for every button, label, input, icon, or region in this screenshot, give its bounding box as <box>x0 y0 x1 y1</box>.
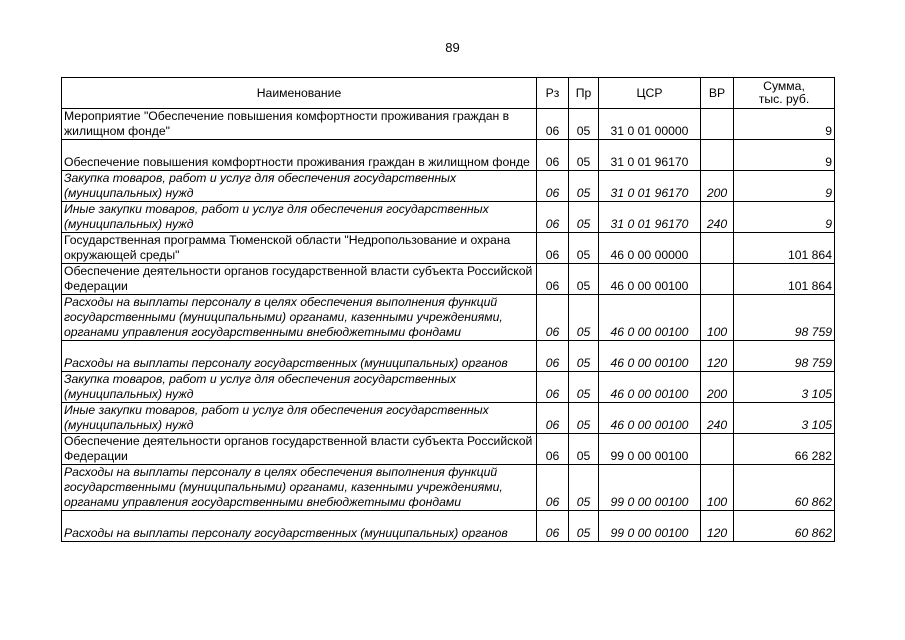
row-rz: 06 <box>537 202 569 233</box>
row-vr: 240 <box>701 403 734 434</box>
row-vr: 200 <box>701 372 734 403</box>
row-name: Обеспечение деятельности органов государственной власти субъекта Российской Федерации <box>62 264 537 295</box>
row-name: Государственная программа Тюменской области "Недропользование и охрана окружающей среды" <box>62 233 537 264</box>
row-csr: 46 0 00 00100 <box>599 295 701 341</box>
row-sum: 98 759 <box>734 295 835 341</box>
row-pr: 05 <box>569 233 599 264</box>
row-pr: 05 <box>569 341 599 372</box>
row-rz: 06 <box>537 233 569 264</box>
row-name: Закупка товаров, работ и услуг для обеспечения государственных (муниципальных) нужд <box>62 372 537 403</box>
table-body <box>62 109 835 542</box>
row-csr: 46 0 00 00000 <box>599 233 701 264</box>
row-rz: 06 <box>537 511 569 542</box>
row-vr: 120 <box>701 511 734 542</box>
row-csr: 31 0 01 96170 <box>599 202 701 233</box>
row-rz: 06 <box>537 264 569 295</box>
row-name: Закупка товаров, работ и услуг для обеспечения государственных (муниципальных) нужд <box>62 171 537 202</box>
row-rz: 06 <box>537 140 569 171</box>
row-vr <box>701 233 734 264</box>
row-name: Расходы на выплаты персоналу государственных (муниципальных) органов <box>62 511 537 542</box>
table-row <box>62 372 835 403</box>
row-csr: 46 0 00 00100 <box>599 372 701 403</box>
row-csr: 31 0 01 00000 <box>599 109 701 140</box>
row-csr: 46 0 00 00100 <box>599 403 701 434</box>
table-row <box>62 109 835 140</box>
row-vr: 100 <box>701 465 734 511</box>
row-sum: 60 862 <box>734 511 835 542</box>
row-csr: 31 0 01 96170 <box>599 140 701 171</box>
row-sum: 9 <box>734 109 835 140</box>
table-row <box>62 202 835 233</box>
row-rz: 06 <box>537 372 569 403</box>
row-sum: 101 864 <box>734 233 835 264</box>
row-sum: 9 <box>734 171 835 202</box>
row-name: Обеспечение деятельности органов государственной власти субъекта Российской Федерации <box>62 434 537 465</box>
table-row <box>62 511 835 542</box>
column-header-pr: Пр <box>569 78 599 109</box>
table-row <box>62 295 835 341</box>
column-header-vr: ВР <box>701 78 734 109</box>
row-name: Расходы на выплаты персоналу в целях обеспечения выполнения функций государственными (муниципальными) органами, казенными учреждениями, органами управления государственными внебюджетными фондами <box>62 465 537 511</box>
row-name: Расходы на выплаты персоналу в целях обеспечения выполнения функций государственными (муниципальными) органами, казенными учреждениями, органами управления государственными внебюджетными фондами <box>62 295 537 341</box>
row-rz: 06 <box>537 434 569 465</box>
row-sum: 3 105 <box>734 403 835 434</box>
column-header-rz: Рз <box>537 78 569 109</box>
row-csr: 31 0 01 96170 <box>599 171 701 202</box>
column-header-csr: ЦСР <box>599 78 701 109</box>
row-pr: 05 <box>569 202 599 233</box>
table-header-row <box>62 78 835 109</box>
row-name: Обеспечение повышения комфортности проживания граждан в жилищном фонде <box>62 140 537 171</box>
row-sum: 60 862 <box>734 465 835 511</box>
row-vr: 200 <box>701 171 734 202</box>
row-vr: 120 <box>701 341 734 372</box>
row-name: Иные закупки товаров, работ и услуг для обеспечения государственных (муниципальных) нужд <box>62 202 537 233</box>
row-rz: 06 <box>537 403 569 434</box>
row-rz: 06 <box>537 341 569 372</box>
row-rz: 06 <box>537 465 569 511</box>
row-pr: 05 <box>569 434 599 465</box>
row-pr: 05 <box>569 403 599 434</box>
row-csr: 99 0 00 00100 <box>599 465 701 511</box>
budget-table <box>61 77 835 542</box>
row-pr: 05 <box>569 109 599 140</box>
column-header-sum <box>734 78 835 109</box>
row-sum: 101 864 <box>734 264 835 295</box>
row-pr: 05 <box>569 372 599 403</box>
row-pr: 05 <box>569 171 599 202</box>
row-csr: 99 0 00 00100 <box>599 434 701 465</box>
table-row <box>62 264 835 295</box>
row-vr <box>701 264 734 295</box>
row-csr: 99 0 00 00100 <box>599 511 701 542</box>
row-sum: 9 <box>734 140 835 171</box>
row-vr <box>701 140 734 171</box>
row-pr: 05 <box>569 465 599 511</box>
row-rz: 06 <box>537 109 569 140</box>
row-sum: 66 282 <box>734 434 835 465</box>
row-rz: 06 <box>537 295 569 341</box>
row-pr: 05 <box>569 295 599 341</box>
column-header-name: Наименование <box>62 78 537 109</box>
table-row <box>62 140 835 171</box>
row-sum: 3 105 <box>734 372 835 403</box>
column-header-sum-line2: тыс. руб. <box>758 92 810 106</box>
row-vr: 100 <box>701 295 734 341</box>
table-row <box>62 233 835 264</box>
row-name: Иные закупки товаров, работ и услуг для обеспечения государственных (муниципальных) нужд <box>62 403 537 434</box>
row-pr: 05 <box>569 264 599 295</box>
row-vr <box>701 109 734 140</box>
table-row <box>62 341 835 372</box>
row-sum: 98 759 <box>734 341 835 372</box>
row-rz: 06 <box>537 171 569 202</box>
table-row <box>62 171 835 202</box>
row-sum: 9 <box>734 202 835 233</box>
row-csr: 46 0 00 00100 <box>599 264 701 295</box>
row-pr: 05 <box>569 511 599 542</box>
row-csr: 46 0 00 00100 <box>599 341 701 372</box>
table-row <box>62 465 835 511</box>
row-pr: 05 <box>569 140 599 171</box>
table-row <box>62 403 835 434</box>
row-name: Расходы на выплаты персоналу государственных (муниципальных) органов <box>62 341 537 372</box>
column-header-sum-line1: Сумма, <box>763 79 805 93</box>
table-row <box>62 434 835 465</box>
row-vr: 240 <box>701 202 734 233</box>
row-vr <box>701 434 734 465</box>
row-name: Мероприятие "Обеспечение повышения комфортности проживания граждан в жилищном фонде" <box>62 109 537 140</box>
page-number: 89 <box>445 40 460 55</box>
